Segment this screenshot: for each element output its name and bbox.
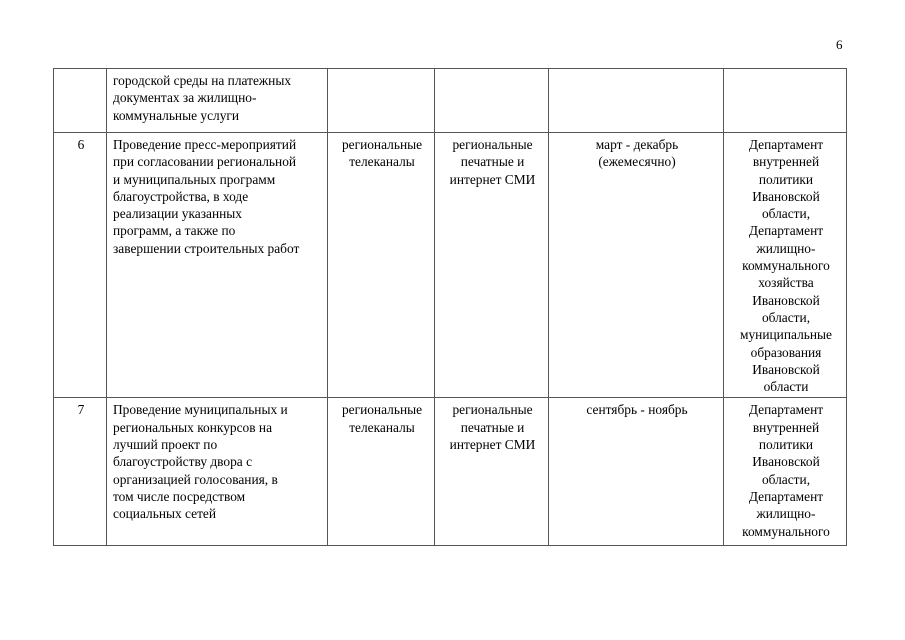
table-row <box>54 398 847 546</box>
period-cell <box>549 398 724 546</box>
media-cell <box>435 398 549 546</box>
responsible-cell <box>724 398 847 546</box>
responsible-text: Департамент внутренней политики Ивановской области, Департамент жилищно- коммунального <box>742 402 830 539</box>
row-number-cell <box>54 398 107 546</box>
media-text: региональные печатные и интернет СМИ <box>449 137 536 187</box>
event-cell <box>107 398 328 546</box>
channel-cell <box>328 133 435 398</box>
page-number: 6 <box>836 37 843 52</box>
channel-text: региональные телеканалы <box>341 137 423 170</box>
measures-table <box>53 68 847 546</box>
responsible-cell <box>724 69 847 133</box>
period-cell <box>549 69 724 133</box>
event-description: Проведение пресс-мероприятий при согласовании региональной и муниципальных программ благоустройства, в ходе реализации указанных программ, а также по завершении строительных работ <box>113 137 300 256</box>
row-number: 6 <box>77 137 85 152</box>
channel-cell <box>328 69 435 133</box>
period-cell <box>549 133 724 398</box>
responsible-cell <box>724 133 847 398</box>
row-number-cell <box>54 133 107 398</box>
period-text: март - декабрь (ежемесячно) <box>595 137 679 170</box>
event-description: Проведение муниципальных и региональных конкурсов на лучший проект по благоустройству двора с организацией голосования, в том числе посредством социальных сетей <box>113 402 288 522</box>
event-description: городской среды на платежных документах за жилищно- коммунальные услуги <box>113 73 292 123</box>
media-text: региональные печатные и интернет СМИ <box>449 402 536 453</box>
media-cell <box>435 69 549 133</box>
table-row <box>54 133 847 398</box>
row-number: 7 <box>77 402 85 418</box>
period-text: сентябрь - ноябрь <box>586 402 688 418</box>
event-cell <box>107 69 328 133</box>
event-cell <box>107 133 328 398</box>
channel-cell <box>328 398 435 546</box>
channel-text: региональные телеканалы <box>341 402 423 435</box>
media-cell <box>435 133 549 398</box>
table-row <box>54 69 847 133</box>
row-number-cell <box>54 69 107 133</box>
responsible-text: Департамент внутренней политики Ивановской области, Департамент жилищно- коммунального хозяйства Ивановской области, муниципальные образования Ивановской области <box>740 137 832 395</box>
